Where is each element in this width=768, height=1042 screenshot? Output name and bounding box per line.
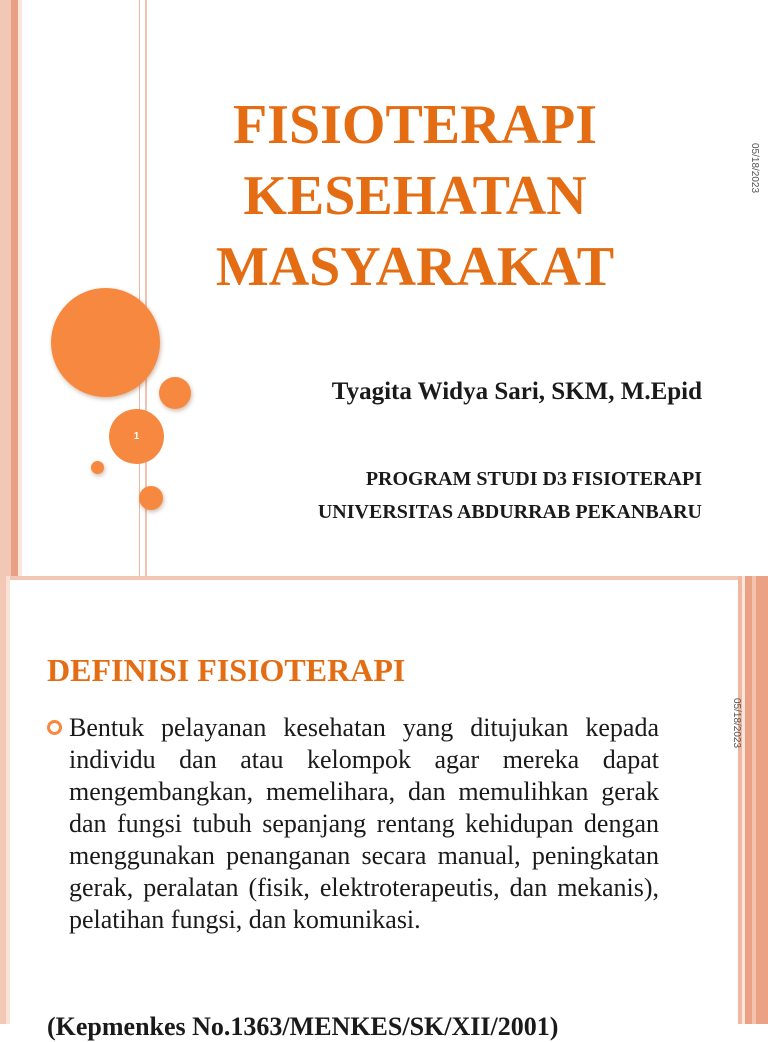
decorative-circle [51, 288, 160, 397]
slide-heading: DEFINISI FISIOTERAPI [47, 652, 406, 688]
institution [190, 463, 702, 529]
author-name: Tyagita Widya Sari, SKM, M.Epid [331, 378, 702, 405]
title-line: KESEHATAN [243, 165, 587, 227]
left-stripe [11, 0, 18, 576]
bullet-circle-icon [47, 720, 62, 735]
top-stripe [0, 576, 768, 580]
left-stripe [18, 0, 22, 576]
slide-number: 1 [133, 431, 140, 442]
decorative-circle [159, 377, 191, 409]
right-stripe [752, 576, 756, 1024]
citation: (Kepmenkes No.1363/MENKES/SK/XII/2001) [47, 1012, 559, 1041]
vertical-line [139, 0, 140, 576]
slide-title [170, 90, 660, 303]
institution-line: PROGRAM STUDI D3 FISIOTERAPI [365, 468, 702, 490]
left-stripe [0, 0, 11, 576]
decorative-circle [91, 461, 104, 474]
title-line: MASYARAKAT [215, 236, 615, 298]
institution-line: UNIVERSITAS ABDURRAB PEKANBARU [317, 501, 702, 523]
right-stripe [745, 576, 768, 1024]
slide-date: 05/18/2023 [731, 698, 742, 749]
title-line: FISIOTERAPI [232, 94, 598, 156]
definition-text: Bentuk pelayanan kesehatan yang ditujukan kepada individu dan atau kelompok agar mereka dapat mengembangkan, memelihara, dan memulihkan gerak dan fungsi tubuh sepanjang rentang kehidupan dengan menggunakan penanganan secara manual, peningkatan gerak, peralatan (fisik, elektroterapeutis, dan mekanis), pelatihan fungsi, dan komunikasi. [69, 713, 659, 934]
slide-date: 05/18/2023 [749, 143, 760, 194]
content-slide [0, 576, 768, 1041]
left-stripe [6, 576, 10, 1024]
decorative-circle [139, 486, 163, 510]
